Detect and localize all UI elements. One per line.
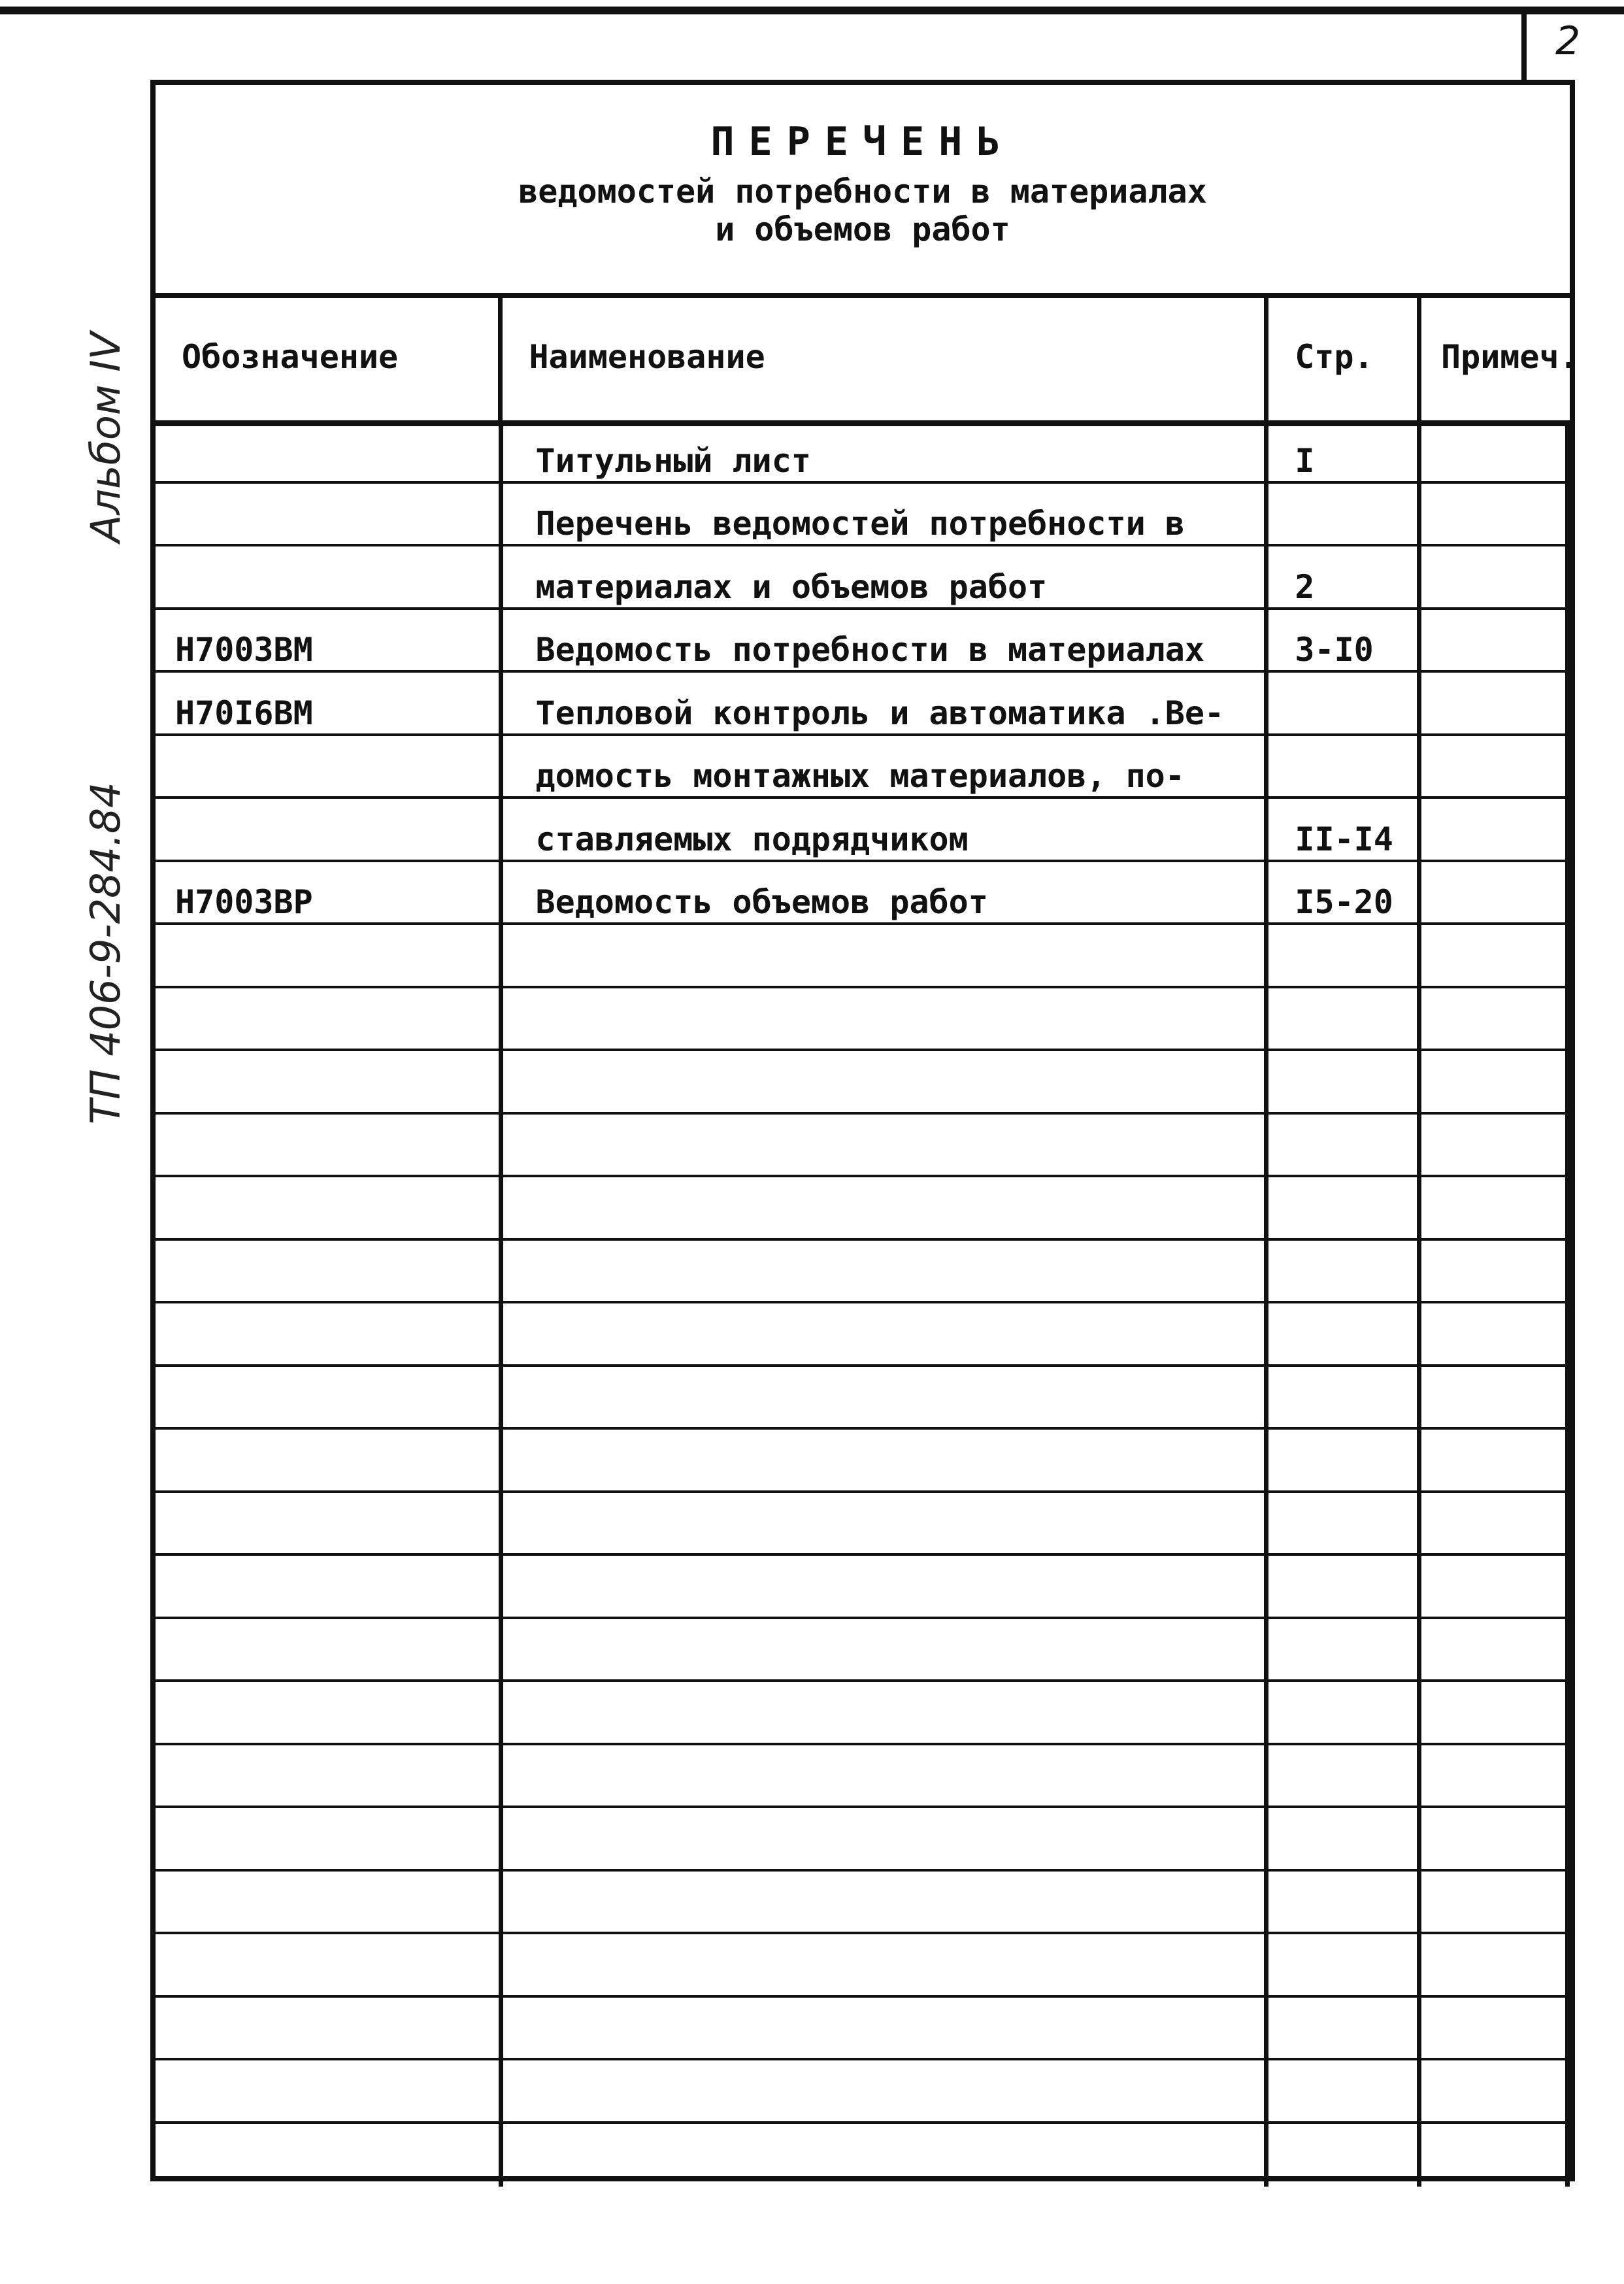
cell-name: ставляемых подрядчиком: [503, 799, 1269, 860]
cell-page: [1268, 1619, 1421, 1680]
cell-page: [1268, 1745, 1421, 1806]
cell-name: [503, 1934, 1269, 1995]
cell-page: [1268, 673, 1421, 733]
table-row: [156, 1934, 1570, 1998]
table-row: [156, 1051, 1570, 1115]
cell-note: [1421, 484, 1570, 545]
table-row: [156, 1115, 1570, 1178]
table-row: [156, 736, 1570, 799]
cell-note: [1421, 799, 1570, 860]
cell-note: [1421, 862, 1570, 923]
cell-code: Н70I6ВМ: [156, 673, 503, 733]
document-subtitle-2: и объемов работ: [715, 210, 1010, 248]
cell-page: [1268, 1808, 1421, 1869]
cell-note: [1421, 546, 1570, 607]
table-row: [156, 1619, 1570, 1683]
table-row: [156, 1556, 1570, 1619]
cell-page: I5-20: [1268, 862, 1421, 923]
project-code-label: ТП 406-9-284.84: [82, 782, 129, 1124]
cell-code: [156, 1115, 503, 1175]
cell-name: [503, 1493, 1269, 1554]
cell-name: [503, 2060, 1269, 2121]
cell-code: [156, 988, 503, 1049]
cell-code: [156, 1934, 503, 1995]
header-name: Наименование: [503, 293, 1268, 420]
cell-name: [503, 1115, 1269, 1175]
table-row: [156, 2060, 1570, 2124]
cell-name: [503, 1556, 1269, 1617]
cell-note: [1421, 1493, 1570, 1554]
cell-page: [1268, 1934, 1421, 1995]
cell-page: [1268, 1998, 1421, 2058]
header-designation: Обозначение: [156, 293, 503, 420]
album-label: Альбом IV: [82, 332, 129, 543]
cell-code: [156, 1556, 503, 1617]
cell-code: [156, 1177, 503, 1238]
cell-note: [1421, 1872, 1570, 1932]
cell-note: [1421, 1115, 1570, 1175]
cell-code: [156, 484, 503, 545]
table-row: [156, 1493, 1570, 1556]
cell-page: [1268, 1493, 1421, 1554]
cell-page: [1268, 1177, 1421, 1238]
cell-page: [1268, 1303, 1421, 1364]
table-row: [156, 1998, 1570, 2061]
cell-note: [1421, 1934, 1570, 1995]
header-page: Стр.: [1268, 293, 1421, 420]
table-row: [156, 1430, 1570, 1493]
cell-code: [156, 736, 503, 797]
cell-code: [156, 546, 503, 607]
cell-page: [1268, 484, 1421, 545]
table-row: [156, 799, 1570, 862]
table-row: [156, 484, 1570, 547]
table-row: [156, 1241, 1570, 1304]
cell-name: Перечень ведомостей потребности в: [503, 484, 1269, 545]
cell-note: [1421, 1303, 1570, 1364]
cell-note: [1421, 988, 1570, 1049]
cell-page: [1268, 736, 1421, 797]
cell-name: [503, 1745, 1269, 1806]
table-row: [156, 862, 1570, 926]
cell-page: [1268, 1115, 1421, 1175]
cell-note: [1421, 420, 1570, 481]
cell-name: домость монтажных материалов, по-: [503, 736, 1269, 797]
cell-name: [503, 2124, 1269, 2187]
cell-code: [156, 2124, 503, 2187]
cell-note: [1421, 1556, 1570, 1617]
cell-name: Ведомость объемов работ: [503, 862, 1269, 923]
table-row: [156, 2124, 1570, 2187]
cell-note: [1421, 1177, 1570, 1238]
cell-name: [503, 1808, 1269, 1869]
cell-code: [156, 1619, 503, 1680]
cell-note: [1421, 1745, 1570, 1806]
page-box-divider: [1521, 7, 1527, 82]
cell-page: [1268, 2060, 1421, 2121]
cell-name: [503, 1241, 1269, 1302]
table-row: [156, 925, 1570, 988]
table-row: [156, 546, 1570, 610]
cell-name: [503, 988, 1269, 1049]
table-body: [156, 420, 1570, 2176]
cell-page: [1268, 1556, 1421, 1617]
table-row: [156, 1745, 1570, 1809]
document-frame: [150, 80, 1579, 2181]
table-row: [156, 1177, 1570, 1241]
cell-code: [156, 1367, 503, 1428]
cell-code: [156, 1430, 503, 1490]
header-note: Примеч.: [1441, 337, 1579, 376]
table-row: [156, 988, 1570, 1052]
cell-code: Н7003ВР: [156, 862, 503, 923]
table-header: [156, 293, 1579, 426]
cell-code: [156, 1493, 503, 1554]
table-row: [156, 420, 1570, 484]
cell-page: [1268, 925, 1421, 986]
cell-code: [156, 1808, 503, 1869]
cell-name: [503, 1367, 1269, 1428]
cell-code: [156, 1872, 503, 1932]
cell-page: [1268, 988, 1421, 1049]
table-row: [156, 1303, 1570, 1367]
cell-page: I: [1268, 420, 1421, 481]
cell-code: [156, 1051, 503, 1112]
cell-note: [1421, 673, 1570, 733]
cell-name: [503, 1430, 1269, 1490]
cell-name: Ведомость потребности в материалах: [503, 610, 1269, 671]
table-row: [156, 1872, 1570, 1935]
cell-code: [156, 1745, 503, 1806]
cell-note: [1421, 1051, 1570, 1112]
title-block: [156, 85, 1570, 298]
cell-code: [156, 420, 503, 481]
cell-name: Титульный лист: [503, 420, 1269, 481]
cell-page: 2: [1268, 546, 1421, 607]
cell-name: [503, 1177, 1269, 1238]
cell-name: [503, 1998, 1269, 2058]
cell-code: [156, 799, 503, 860]
cell-name: [503, 1303, 1269, 1364]
cell-code: [156, 1682, 503, 1743]
cell-page: [1268, 1682, 1421, 1743]
cell-name: материалах и объемов работ: [503, 546, 1269, 607]
cell-note: [1421, 2124, 1570, 2187]
cell-note: [1421, 1367, 1570, 1428]
cell-page: [1268, 1241, 1421, 1302]
cell-page: [1268, 1430, 1421, 1490]
cell-code: [156, 1241, 503, 1302]
cell-code: [156, 1303, 503, 1364]
cell-note: [1421, 1682, 1570, 1743]
cell-name: [503, 1682, 1269, 1743]
top-border: [0, 7, 1624, 14]
cell-page: II-I4: [1268, 799, 1421, 860]
cell-page: 3-I0: [1268, 610, 1421, 671]
cell-page: [1268, 1367, 1421, 1428]
cell-code: Н7003ВМ: [156, 610, 503, 671]
table-row: [156, 1682, 1570, 1745]
document-title: ПЕРЕЧЕНЬ: [710, 119, 1015, 165]
cell-name: [503, 1872, 1269, 1932]
table-row: [156, 1808, 1570, 1872]
cell-note: [1421, 1430, 1570, 1490]
cell-name: Тепловой контроль и автоматика .Ве-: [503, 673, 1269, 733]
cell-name: [503, 925, 1269, 986]
cell-page: [1268, 2124, 1421, 2187]
cell-note: [1421, 1998, 1570, 2058]
table-row: [156, 1367, 1570, 1430]
cell-note: [1421, 1619, 1570, 1680]
cell-note: [1421, 1808, 1570, 1869]
cell-page: [1268, 1051, 1421, 1112]
document-subtitle-1: ведомостей потребности в материалах: [518, 173, 1207, 210]
cell-page: [1268, 1872, 1421, 1932]
cell-note: [1421, 925, 1570, 986]
cell-note: [1421, 2060, 1570, 2121]
table-row: [156, 673, 1570, 736]
cell-code: [156, 1998, 503, 2058]
cell-note: [1421, 610, 1570, 671]
cell-name: [503, 1051, 1269, 1112]
cell-code: [156, 2060, 503, 2121]
page-number: 2: [1555, 18, 1581, 64]
cell-code: [156, 925, 503, 986]
cell-name: [503, 1619, 1269, 1680]
table-row: [156, 610, 1570, 673]
cell-note: [1421, 736, 1570, 797]
cell-note: [1421, 1241, 1570, 1302]
